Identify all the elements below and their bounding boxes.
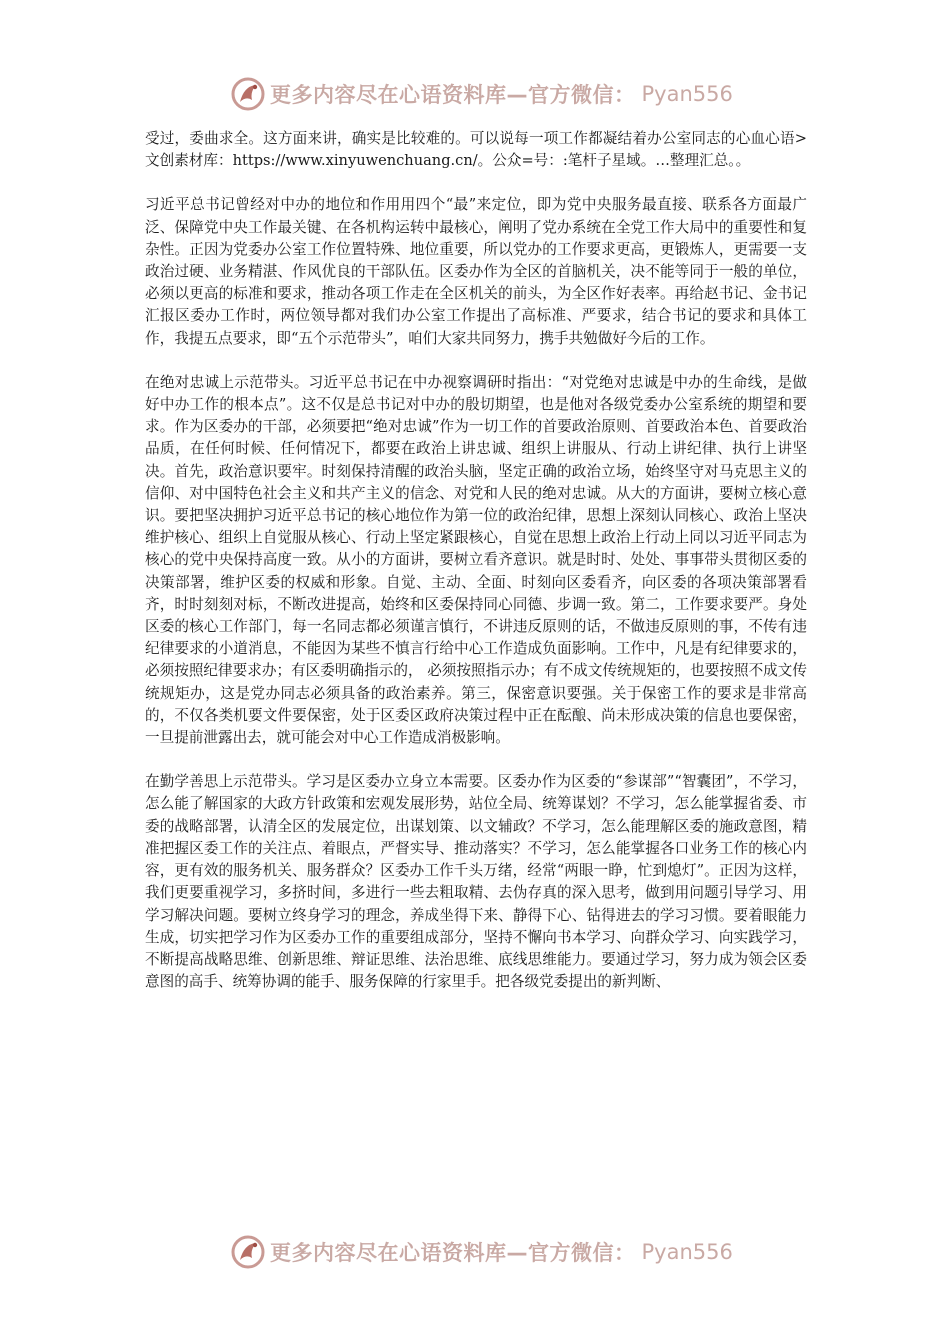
watermark-text: 更多内容尽在心语资料库—官方微信： bbox=[270, 1241, 636, 1265]
ink-brush-logo-icon bbox=[230, 76, 266, 112]
footer-watermark-banner bbox=[230, 1230, 733, 1274]
paragraph: 在绝对忠诚上示范带头。习近平总书记在中办视察调研时指出：“对党绝对忠诚是中办的生命线，是做好中办工作的根本点”。这不仅是总书记对中办的殷切期望，也是他对各级党委办公室系统的期望和要求。作为区委办的干部，必须要把“绝对忠诚”作为一切工作的首要政治原则、首要政治本色、首要政治品质，在任何时候、任何情况下，都要在政治上讲忠诚、组织上讲服从、行动上讲纪律、执行上讲坚决。首先，政治意识要牢。时刻保持清醒的政治头脑，坚定正确的政治立场，始终坚守对马克思主义的信仰、对中国特色社会主义和共产主义的信念、对党和人民的绝对忠诚。从大的方面讲，要树立核心意识。要把坚决拥护习近平总书记的核心地位作为第一位的政治纪律，思想上深刻认同核心、政治上坚决维护核心、组织上自觉服从核心、行动上坚定紧跟核心，自觉在思想上政治上行动上同以习近平同志为核心的党中央保持高度一致。从小的方面讲，要树立看齐意识。就是时时、处处、事事带头贯彻区委的决策部署，维护区委的权威和形象。自觉、主动、全面、时刻向区委看齐，向区委的各项决策部署看齐，时时刻刻对标，不断改进提高，始终和区委保持同心同德、步调一致。第二，工作要求要严。身处区委的核心工作部门，每一名同志都必须谨言慎行，不讲违反原则的话，不做违反原则的事，不传有违纪律要求的小道消息，不能因为某些不慎言行给中心工作造成负面影响。工作中，凡是有纪律要求的，必须按照纪律要求办；有区委明确指示的， 必须按照指示办；有不成文传统规矩的，也要按照不成文传统规矩办，这是党办同志必须具备的政治素养。第三，保密意识要强。关于保密工作的要求是非常高的，不仅各类机要文件要保密，处于区委区政府决策过程中正在酝酿、尚未形成决策的信息也要保密，一旦提前泄露出去，就可能会对中心工作造成消极影响。 bbox=[145, 373, 807, 747]
watermark-wechat-handle: Pyan556 bbox=[641, 1240, 733, 1264]
paragraph: 在勤学善思上示范带头。学习是区委办立身立本需要。区委办作为区委的“参谋部”“智囊团”，不学习，怎么能了解国家的大政方针政策和宏观发展形势，站位全局、统筹谋划？不学习，怎么能掌握省委、市委的战略部署，认清全区的发展定位，出谋划策、以文辅政？不学习，怎么能理解区委的施政意图，精准把握区委工作的关注点、着眼点，严督实导、推动落实？不学习，怎么能掌握各口业务工作的核心内容，更有效的服务机关、服务群众？区委办工作千头万绪，经常“两眼一睁，忙到熄灯”。正因为这样，我们更要重视学习，多挤时间，多进行一些去粗取精、去伪存真的深入思考，做到用问题引导学习、用学习解决问题。要树立终身学习的理念，养成坐得下来、静得下心、钻得进去的学习习惯。要着眼能力生成，切实把学习作为区委办工作的重要组成部分，坚持不懈向书本学习、向群众学习、向实践学习，不断提高战略思维、创新思维、辩证思维、法治思维、底线思维能力。要通过学习，努力成为领会区委意图的高手、统筹协调的能手、服务保障的行家里手。把各级党委提出的新判断、 bbox=[145, 773, 807, 991]
paragraph: 受过，委曲求全。这方面来讲，确实是比较难的。可以说每一项工作都凝结着办公室同志的心血心语>文创素材库：https://www.xinyuwenchuang.cn/。公众=号：:笔杆子星域。…整理汇总。。 bbox=[145, 130, 807, 170]
document-body bbox=[145, 128, 807, 1015]
ink-brush-logo-icon bbox=[230, 1234, 266, 1270]
watermark-wechat-handle: Pyan556 bbox=[641, 82, 733, 106]
paragraph: 习近平总书记曾经对中办的地位和作用用四个“最”来定位，即为党中央服务最直接、联系各方面最广泛、保障党中央工作最关键、在各机构运转中最核心，阐明了党办系统在全党工作大局中的重要性和复杂性。正因为党委办公室工作位置特殊、地位重要，所以党办的工作要求更高，更锻炼人，更需要一支政治过硬、业务精湛、作风优良的干部队伍。区委办作为全区的首脑机关，决不能等同于一般的单位，必须以更高的标准和要求，推动各项工作走在全区机关的前头，为全区作好表率。再给赵书记、金书记汇报区委办工作时，两位领导都对我们办公室工作提出了高标准、严要求，结合书记的要求和具体工作，我提五点要求，即“五个示范带头”，咱们大家共同努力，携手共勉做好今后的工作。 bbox=[145, 196, 807, 347]
header-watermark-banner bbox=[230, 72, 733, 116]
watermark-text: 更多内容尽在心语资料库—官方微信： bbox=[270, 83, 636, 107]
